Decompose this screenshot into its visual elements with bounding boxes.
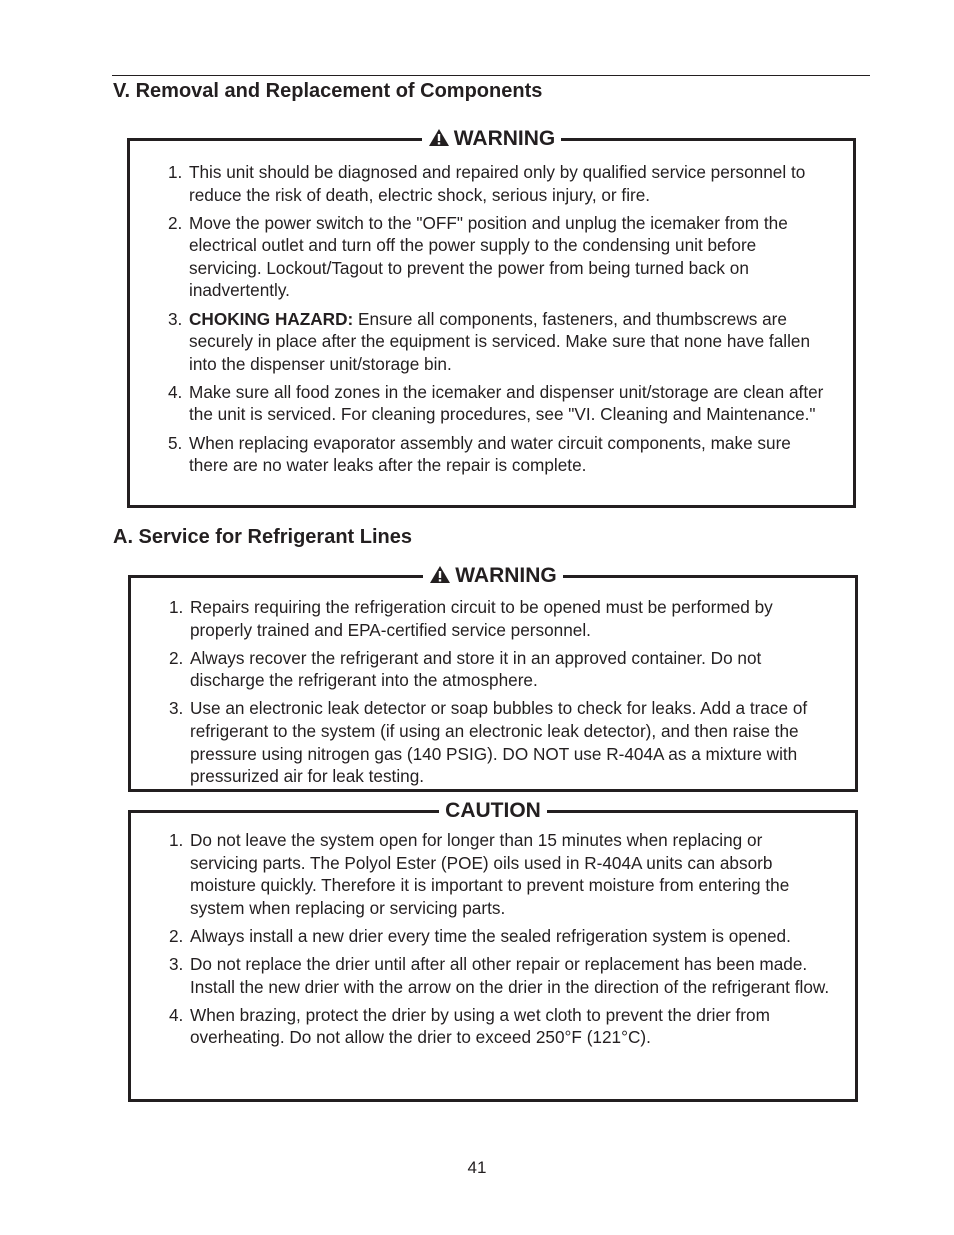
section-top-rule [112, 75, 870, 76]
choking-hazard-label: CHOKING HAZARD: [189, 308, 354, 329]
list-item: 1. This unit should be diagnosed and repaired only by qualified service personnel to reduce the risk of death, electric shock, serious injury, or fire. [168, 162, 806, 205]
section-heading: V. Removal and Replacement of Components [113, 80, 543, 102]
warning-triangle-icon [428, 128, 450, 147]
list-item: 2. Always install a new drier every time the sealed refrigeration system is opened. [169, 925, 791, 946]
warning-box-general [127, 127, 856, 508]
list-item: 2. Move the power switch to the "OFF" position and unplug the icemaker from the electrical outlet and turn off the power supply to the condensing unit before servicing. Lockout/Tagout to prevent the power from being turned back on inadvertently. [168, 212, 788, 301]
list-item: 3. Use an electronic leak detector or soap bubbles to check for leaks. Add a trace of refrigerant to the system (if using an electronic leak detector), and then raise the pressure using nitrogen gas (140 PSIG). DO NOT use R-404A as a mixture with pressurized air for leak testing. [169, 698, 808, 787]
warning-list-general [168, 161, 831, 477]
warning-triangle-icon [429, 565, 451, 584]
page-number: 41 [467, 1158, 487, 1177]
list-item: 4. Make sure all food zones in the icemaker and dispenser unit/storage are clean after the unit is serviced. For cleaning procedures, see "VI. Cleaning and Maintenance." [168, 381, 824, 425]
list-item: 3. CHOKING HAZARD: Ensure all components, fasteners, and thumbscrews are securely in place after the equipment is serviced. Make sure that none have fallen into the dispenser unit/storage bin. [168, 308, 811, 374]
warning-label: WARNING [453, 127, 556, 150]
warning-label: WARNING [455, 564, 557, 587]
list-item: 1. Repairs requiring the refrigeration circuit to be opened must be performed by properly trained and EPA-certified service personnel. [169, 597, 773, 640]
list-item: 4. When brazing, protect the drier by using a wet cloth to prevent the drier from overheating. Do not allow the drier to exceed 250°F (121°C). [169, 1004, 770, 1048]
warning-box-refrigerant [128, 564, 858, 792]
list-item: 2. Always recover the refrigerant and store it in an approved container. Do not discharge the refrigerant into the atmosphere. [169, 647, 762, 691]
caution-box-title [131, 798, 855, 824]
subsection-heading: A. Service for Refrigerant Lines [113, 526, 412, 548]
list-item: 3. Do not replace the drier until after all other repair or replacement has been made. Install the new drier with the arrow on the drier in the direction of the refrigerant flow. [169, 953, 830, 997]
warning-box-refrigerant-title [131, 563, 855, 589]
warning-box-general-title [130, 126, 853, 152]
list-item: 1. Do not leave the system open for longer than 15 minutes when replacing or servicing parts. The Polyol Ester (POE) oils used in R-404A units can absorb moisture quickly. Therefore it is important to prevent moisture from entering the system when replacing or servicing parts. [169, 830, 790, 918]
list-item: 5. When replacing evaporator assembly and water circuit components, make sure there are no water leaks after the repair is complete. [168, 432, 791, 476]
caution-list [169, 829, 833, 1049]
warning-list-refrigerant [169, 596, 833, 788]
caution-box [128, 799, 858, 1102]
caution-label: CAUTION [439, 798, 547, 824]
